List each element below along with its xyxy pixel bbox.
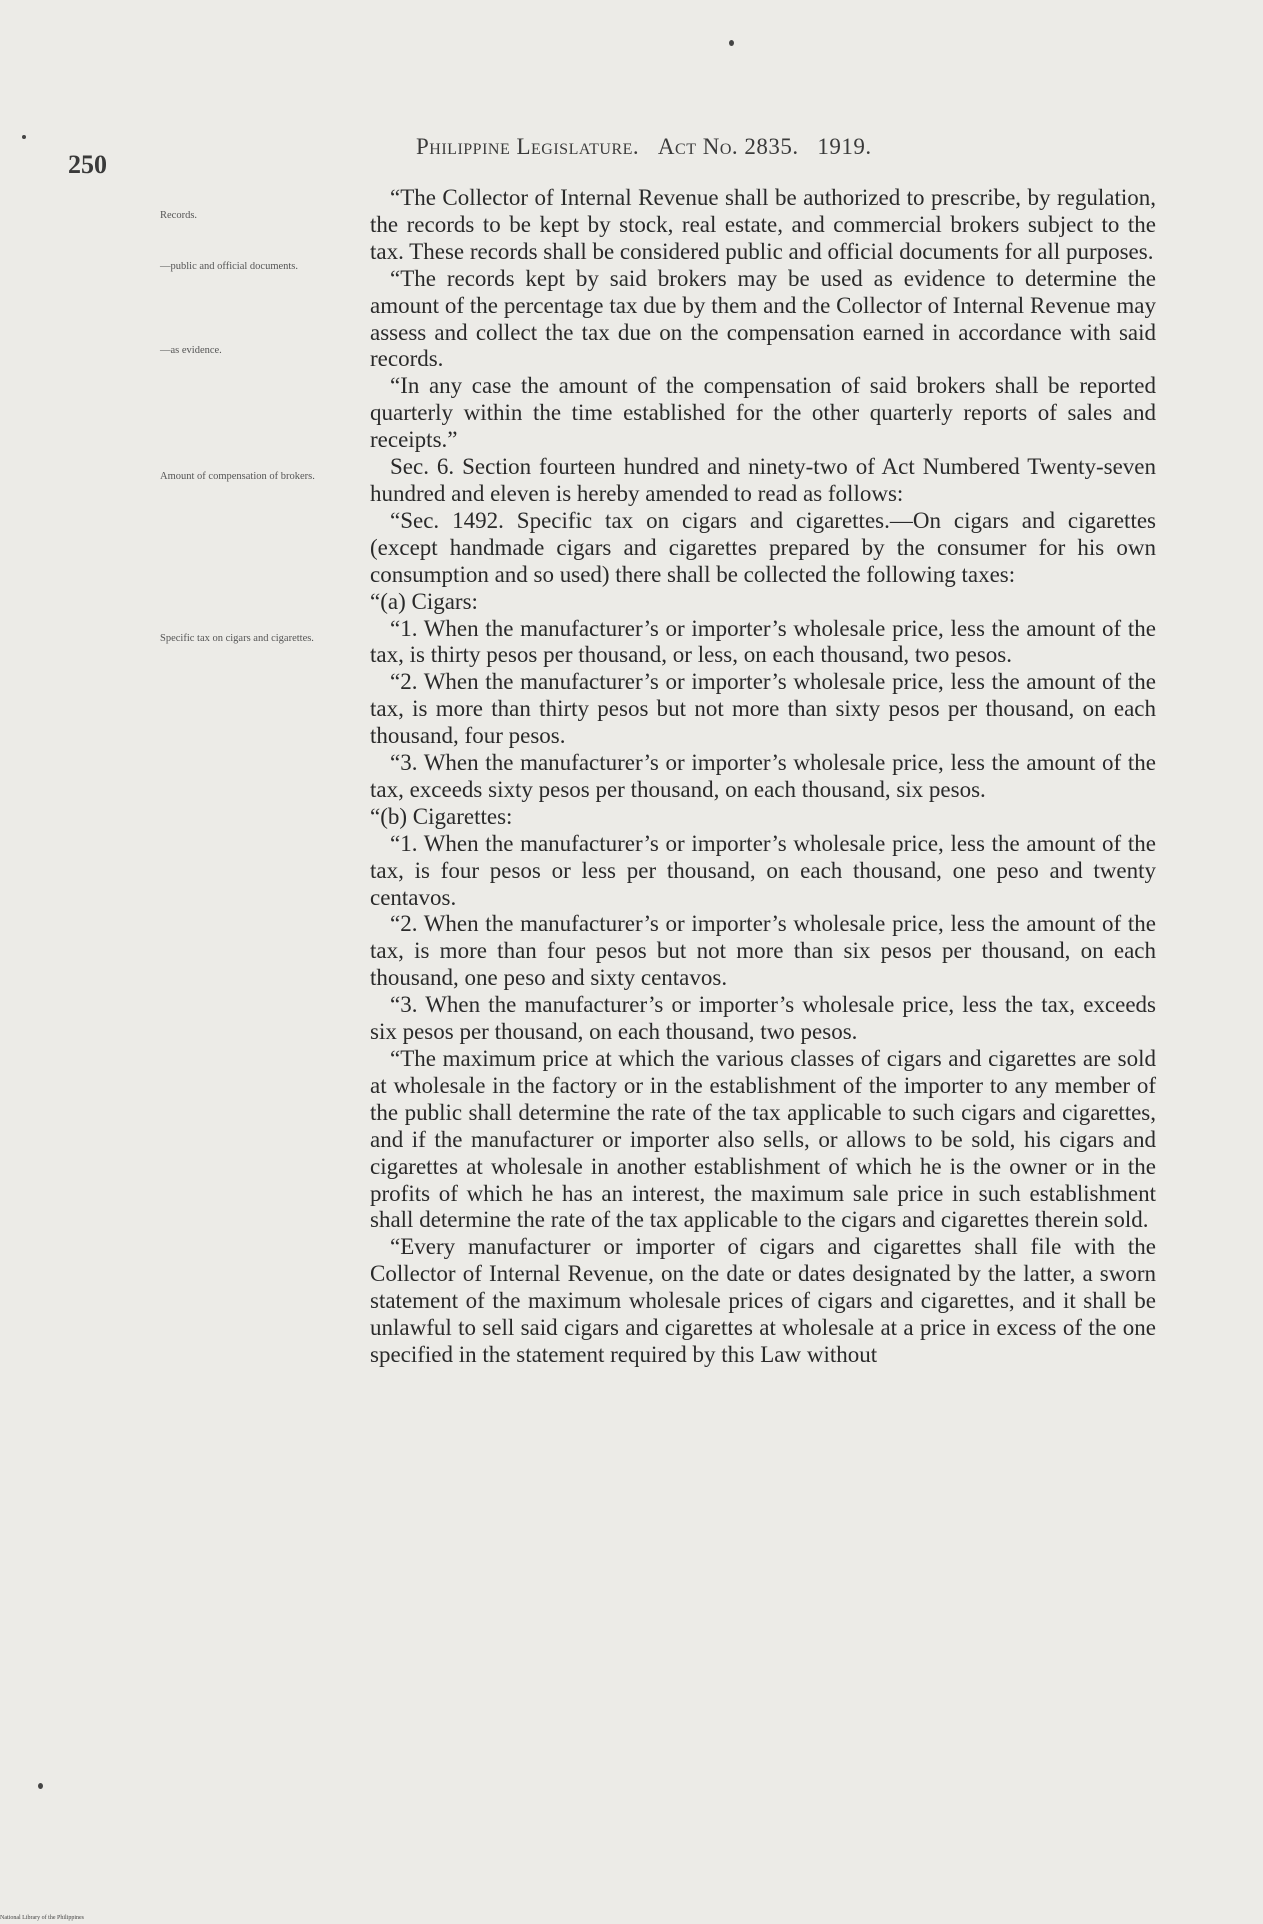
running-head-year: 1919. [817, 134, 872, 159]
paragraph-cigars-heading: “(a) Cigars: [370, 588, 478, 614]
paragraph-cigarettes-2: “2. When the manufacturer’s or importer’s wholesale price, less the amount of the tax, is more than four pesos but not more than six pesos per thousand, on each thousand, one peso and sixty centavos. [370, 911, 1156, 991]
paragraph-cigars-2: “2. When the manufacturer’s or importer’s wholesale price, less the amount of the tax, is more than thirty pesos but not more than sixty pesos per thousand, on each thousand, four pesos. [370, 669, 1156, 749]
paragraph-cigarettes-1: “1. When the manufacturer’s or importer’s wholesale price, less the amount of the tax, is four pesos or less per thousand, on each thousand, one peso and twenty centavos. [370, 830, 1156, 910]
paragraph-cigars-1: “1. When the manufacturer’s or importer’s wholesale price, less the amount of the tax, is thirty pesos per thousand, or less, on each thousand, two pesos. [370, 615, 1156, 668]
running-head-title: Philippine Legislature. [416, 134, 640, 159]
margin-note-public-documents: —public and official documents. [160, 261, 299, 272]
paragraph-compensation: “In any case the amount of the compensation of said brokers shall be reported quarterly within the time established for the other quarterly reports of sales and receipts.” [370, 373, 1156, 453]
paragraph-section-6: Sec. 6. Section fourteen hundred and ninety-two of Act Numbered Twenty-seven hundred and eleven is hereby amended to read as follows: [370, 454, 1156, 506]
running-head [416, 134, 872, 160]
paragraph-cigars-3: “3. When the manufacturer’s or importer’s wholesale price, less the amount of the tax, exceeds sixty pesos per thousand, on each thousand, six pesos. [370, 750, 1156, 802]
paragraph-records: “The Collector of Internal Revenue shall be authorized to prescribe, by regulation, the records to be kept by stock, real estate, and commercial brokers subject to the tax. These records shall be considered public and official documents for all purposes. [370, 185, 1156, 264]
speck-left [22, 135, 26, 139]
paragraph-maximum-price: “The maximum price at which the various classes of cigars and cigarettes are sold at wholesale in the factory or in the establishment of the importer to any member of the public shall determine the rate of the tax applicable to such cigars and cigarettes, and if the manufacturer or importer also sells, or allows to be sold, his cigars and cigarettes at wholesale in another establishment of which he is the owner or in the profits of which he has an interest, the maximum sale price in such establishment shall determine the rate of the tax applicable to the cigars and cigarettes therein sold. [370, 1046, 1156, 1233]
margin-note-specific-tax: Specific tax on cigars and cigarettes. [160, 633, 314, 644]
running-head-act: Act No. 2835. [657, 134, 799, 159]
paragraph-cigarettes-heading: “(b) Cigarettes: [370, 803, 513, 829]
paragraph-sworn-statement: “Every manufacturer or importer of cigars and cigarettes shall file with the Collector of Internal Revenue, on the date or dates designated by the latter, a sworn statement of the maximum wholesale prices of cigars and cigarettes, and it shall be unlawful to sell said cigars and cigarettes at wholesale at a price in excess of the one specified in the statement required by this Law without [370, 1234, 1156, 1367]
library-footer: National Library of the Philippines [0, 1915, 84, 1921]
margin-note-records: Records. [160, 210, 198, 221]
page-number: 250 [68, 150, 107, 179]
speck-bottom-left [38, 1783, 43, 1789]
margin-note-evidence: —as evidence. [160, 345, 222, 356]
paragraph-sec-1492: “Sec. 1492. Specific tax on cigars and cigarettes.—On cigars and cigarettes (except handmade cigars and cigarettes prepared by the consumer for his own consumption and so used) there shall be collected the following taxes: [370, 507, 1156, 587]
margin-note-broker-compensation: Amount of compensation of brokers. [160, 471, 315, 482]
paragraph-evidence: “The records kept by said brokers may be used as evidence to determine the amount of the percentage tax due by them and the Collector of Internal Revenue may assess and collect the tax due on the compensation earned in accordance with said records. [370, 265, 1156, 372]
paragraph-cigarettes-3: “3. When the manufacturer’s or importer’s wholesale price, less the tax, exceeds six pesos per thousand, on each thousand, two pesos. [370, 992, 1156, 1045]
speck-top [729, 40, 734, 46]
body-text [370, 185, 1156, 1369]
